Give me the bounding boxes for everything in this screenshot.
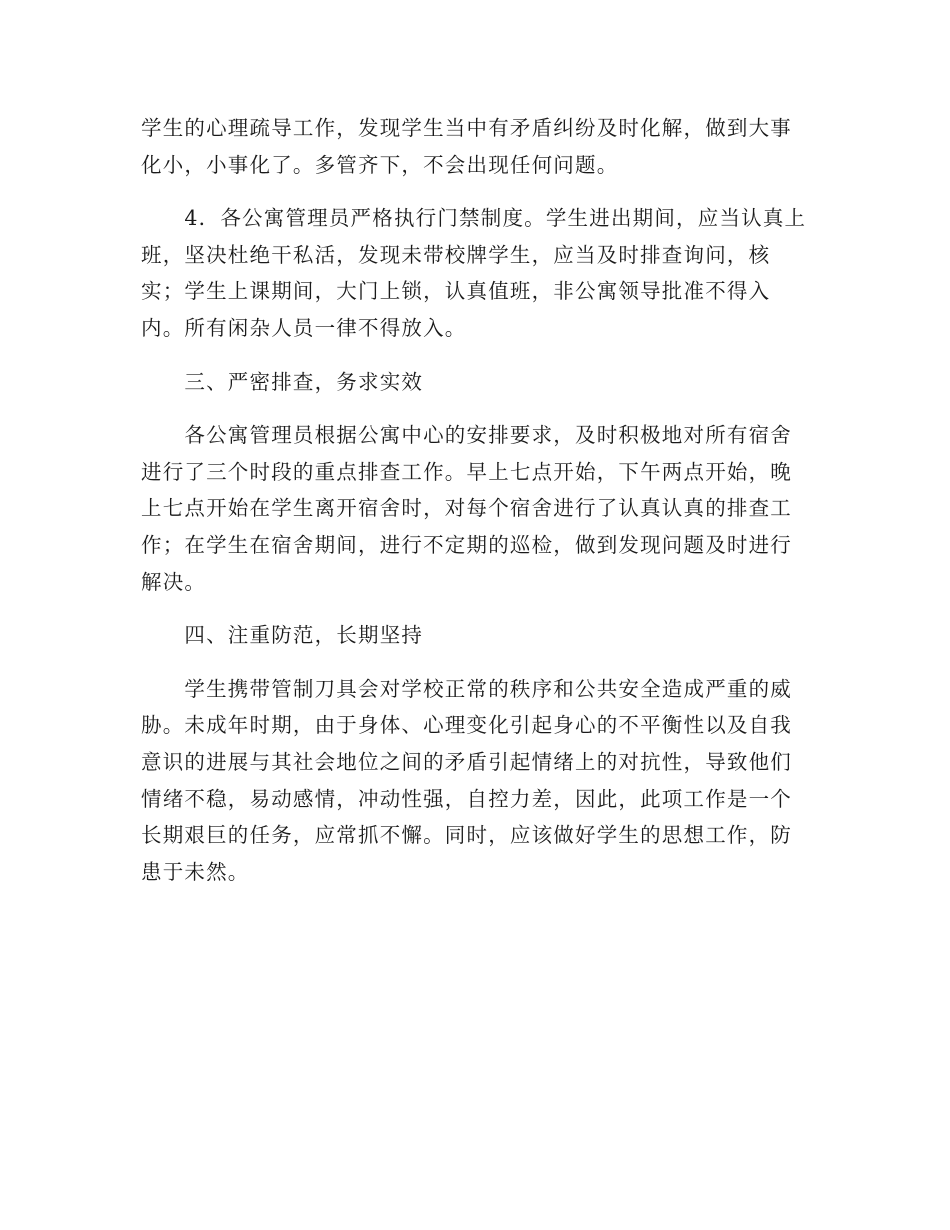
paragraph-gap	[141, 400, 811, 417]
paragraph-section-3-body: 各公寓管理员根据公寓中心的安排要求，及时积极地对所有宿舍 进行了三个时段的重点排查工作。早上七点开始，下午两点开始，晚 上七点开始在学生离开宿舍时，对每个宿舍进行了认真认真的排查工 作；在学生在宿舍期间，进行不定期的巡检，做到发现问题及时进行 解决。	[141, 423, 792, 594]
paragraph-item-4: 4．各公寓管理员严格执行门禁制度。学生进出期间，应当认真上 班，坚决杜绝干私活，发现未带校牌学生，应当及时排查询问，核 实；学生上课期间，大门上锁，认真值班，非公寓领导批准不得入 内。所有闲杂人员一律不得放入。	[141, 206, 807, 340]
paragraph-continuation: 学生的心理疏导工作，发现学生当中有矛盾纠纷及时化解，做到大事 化小，小事化了。多管齐下，不会出现任何问题。	[141, 116, 792, 177]
section-heading-3: 三、严密排查，务求实效	[141, 369, 424, 394]
document-body	[141, 110, 811, 890]
paragraph-gap	[141, 183, 811, 200]
paragraph-section-4-body: 学生携带管制刀具会对学校正常的秩序和公共安全造成严重的威 胁。未成年时期，由于身体、心理变化引起身心的不平衡性以及自我 意识的进展与其社会地位之间的矛盾引起情绪上的对抗性，导致他们 情绪不稳，易动感情，冲动性强，自控力差，因此，此项工作是一个 长期艰巨的任务，应常抓不懈。同时，应该做好学生的思想工作，防 患于未然。	[141, 676, 792, 884]
paragraph-gap	[141, 347, 811, 364]
paragraph-gap	[141, 654, 811, 671]
section-heading-4: 四、注重防范，长期坚持	[141, 623, 424, 648]
paragraph-gap	[141, 600, 811, 617]
